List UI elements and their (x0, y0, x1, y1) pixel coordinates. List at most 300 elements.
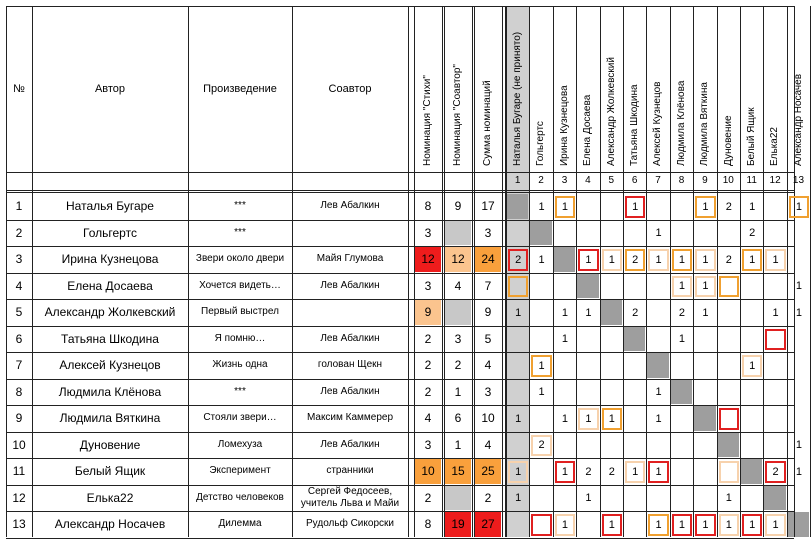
vote-cell (625, 435, 645, 457)
vote-cell (625, 276, 645, 298)
vote-cell: 1 (765, 249, 785, 271)
vote-cell (765, 196, 785, 218)
vote-cell (672, 488, 692, 510)
header-nom-poems: Номинация "Стихи" (422, 75, 433, 166)
header-author: Автор (94, 83, 126, 95)
row-coauthor: Лев Абалкин (320, 438, 380, 450)
vote-cell (648, 435, 668, 457)
header-coauthor: Соавтор (328, 83, 372, 95)
vote-cell (602, 329, 622, 351)
vote-cell: 1 (578, 249, 598, 271)
judge-number: 3 (561, 175, 568, 186)
vote-cell: 1 (515, 306, 522, 319)
row-nom-sum: 9 (484, 305, 492, 320)
row-nom-poems: 4 (424, 411, 432, 426)
row-nom-sum: 24 (481, 252, 495, 267)
vote-cell (789, 408, 809, 430)
vote-cell: 1 (648, 249, 668, 271)
vote-cell (531, 223, 551, 245)
header-work: Произведение (203, 83, 277, 95)
vote-cell: 1 (655, 412, 662, 425)
header-judge: Наталья Бугаре (не принято) (512, 31, 523, 166)
vote-cell: 1 (795, 306, 803, 319)
vote-cell (602, 488, 622, 510)
vote-cell (648, 329, 668, 351)
vote-cell (765, 382, 785, 404)
row-nom-coauthor: 1 (454, 384, 462, 399)
grid-line (6, 538, 794, 539)
vote-cell (789, 488, 809, 510)
vote-cell: 1 (648, 461, 668, 483)
vote-cell: 1 (578, 408, 598, 430)
vote-cell (625, 329, 645, 351)
row-author: Ирина Кузнецова (61, 252, 159, 267)
vote-cell: 1 (765, 514, 785, 536)
vote-cell (789, 514, 809, 536)
row-coauthor: Лев Абалкин (320, 332, 380, 344)
row-author: Белый Ящик (74, 464, 146, 479)
vote-cell (719, 355, 739, 377)
vote-cell (719, 435, 739, 457)
row-author: Людмила Клёнова (58, 384, 162, 399)
judge-number: 1 (514, 175, 521, 186)
grid-line (787, 6, 788, 537)
vote-cell (625, 355, 645, 377)
vote-cell (789, 355, 809, 377)
header-judge: Татьяна Шкодина (629, 84, 640, 166)
row-work: Я помню… (214, 332, 266, 344)
vote-cell (695, 435, 715, 457)
vote-cell: 1 (561, 412, 569, 425)
vote-cell (602, 302, 622, 324)
vote-cell (508, 223, 528, 245)
vote-cell (695, 223, 715, 245)
vote-cell: 2 (632, 306, 639, 319)
row-work: Ломехуза (217, 438, 263, 450)
vote-cell (719, 382, 739, 404)
vote-cell (719, 329, 739, 351)
vote-cell (578, 435, 598, 457)
grid-line (740, 6, 741, 537)
grid-line (600, 6, 601, 537)
vote-cell (672, 355, 692, 377)
vote-cell: 1 (538, 200, 545, 213)
vote-cell: 2 (725, 253, 732, 266)
row-nom-sum: 2 (484, 490, 492, 505)
vote-cell: 1 (725, 492, 732, 505)
row-work: Хочется видеть… (199, 279, 281, 291)
header-judge: Людмила Вяткина (699, 82, 711, 166)
vote-cell: 1 (702, 306, 709, 319)
judge-number: 10 (722, 175, 734, 186)
vote-cell (719, 302, 739, 324)
vote-cell (578, 355, 598, 377)
vote-cell: 1 (585, 492, 592, 505)
vote-cell (578, 514, 598, 536)
row-work: *** (234, 385, 246, 397)
vote-cell: 2 (508, 249, 528, 271)
vote-cell (625, 382, 645, 404)
vote-cell: 1 (625, 461, 645, 483)
vote-cell (508, 514, 528, 536)
judge-number: 9 (702, 175, 708, 186)
vote-cell (625, 408, 645, 430)
row-author: Наталья Бугаре (66, 199, 154, 214)
vote-cell (555, 223, 575, 245)
vote-cell (765, 355, 785, 377)
row-author: Татьяна Шкодина (61, 331, 159, 346)
vote-cell: 1 (555, 196, 575, 218)
grid-line (408, 6, 409, 537)
vote-cell (742, 302, 762, 324)
vote-cell: 1 (795, 280, 803, 293)
row-number: 1 (15, 199, 23, 214)
vote-cell (531, 302, 551, 324)
vote-cell (555, 435, 575, 457)
judge-number: 5 (608, 175, 615, 186)
row-nom-poems: 10 (421, 464, 435, 479)
row-coauthor: Рудольф Сикорски (306, 518, 394, 530)
header-judge: Алексей Кузнецов (652, 81, 664, 166)
row-author: Дуновение (79, 437, 141, 452)
grid-line (502, 6, 503, 537)
vote-cell (555, 488, 575, 510)
grid-line (442, 6, 443, 537)
vote-cell (648, 276, 668, 298)
row-work: Стояли звери… (203, 412, 277, 424)
vote-cell (742, 461, 762, 483)
vote-cell (742, 488, 762, 510)
vote-cell: 2 (531, 435, 551, 457)
vote-cell (508, 435, 528, 457)
vote-cell (602, 435, 622, 457)
vote-cell (602, 276, 622, 298)
vote-cell (742, 329, 762, 351)
vote-cell (578, 223, 598, 245)
vote-cell (531, 276, 551, 298)
row-number: 13 (12, 517, 26, 532)
row-number: 11 (12, 464, 26, 479)
vote-cell: 2 (765, 461, 785, 483)
vote-cell (742, 435, 762, 457)
row-nom-coauthor: 3 (454, 331, 462, 346)
vote-cell (602, 223, 622, 245)
row-nom-sum: 5 (484, 331, 492, 346)
vote-cell: 1 (695, 249, 715, 271)
vote-cell (508, 355, 528, 377)
vote-cell (508, 196, 528, 218)
row-nom-coauthor: 19 (451, 517, 465, 532)
row-nom-sum: 7 (484, 278, 492, 293)
judge-number: 7 (655, 175, 661, 186)
vote-cell (789, 249, 809, 271)
vote-cell: 1 (561, 333, 569, 346)
row-nom-poems: 8 (424, 199, 432, 214)
vote-cell: 1 (561, 306, 569, 319)
vote-cell (672, 223, 692, 245)
row-number: 3 (15, 252, 23, 267)
row-author: Людмила Вяткина (59, 411, 161, 426)
row-work: Дилемма (218, 518, 262, 530)
row-author: Алексей Кузнецов (59, 358, 161, 373)
row-nom-sum: 3 (484, 225, 492, 240)
vote-cell: 2 (678, 306, 686, 319)
vote-cell: 1 (515, 412, 522, 425)
row-nom-sum: 17 (481, 199, 495, 214)
row-work: *** (234, 226, 246, 238)
row-nom-coauthor: 4 (454, 278, 462, 293)
header-judge: Белый Ящик (746, 107, 757, 166)
row-coauthor (292, 299, 408, 326)
judge-number: 4 (585, 175, 591, 186)
vote-cell: 1 (678, 333, 686, 346)
row-nom-coauthor (444, 485, 472, 512)
grid-line (623, 6, 624, 537)
vote-cell: 1 (555, 514, 575, 536)
vote-cell: 1 (531, 355, 551, 377)
row-coauthor: Лев Абалкин (320, 200, 380, 212)
row-work: Жизнь одна (212, 359, 268, 371)
header-judge: Гольгертс (535, 121, 547, 166)
vote-cell (531, 461, 551, 483)
vote-cell: 2 (625, 249, 645, 271)
vote-cell: 1 (795, 439, 803, 452)
row-number: 9 (15, 411, 23, 426)
vote-cell (719, 408, 739, 430)
vote-cell (672, 408, 692, 430)
header-num: № (13, 83, 25, 95)
vote-cell (742, 276, 762, 298)
vote-cell (765, 408, 785, 430)
row-number: 8 (15, 384, 23, 399)
row-number: 2 (15, 225, 23, 240)
vote-cell (742, 382, 762, 404)
vote-cell: 2 (585, 465, 592, 478)
grid-line (693, 6, 694, 537)
vote-cell (625, 488, 645, 510)
vote-cell: 1 (695, 276, 715, 298)
row-nom-poems: 2 (424, 358, 432, 373)
vote-cell (695, 355, 715, 377)
row-nom-poems: 2 (424, 384, 432, 399)
header-nom-coauthor: Номинация "Соавтор" (452, 64, 463, 166)
grid-line (646, 6, 647, 537)
row-work: *** (234, 200, 246, 212)
vote-cell (508, 382, 528, 404)
row-number: 5 (15, 305, 23, 320)
row-nom-coauthor: 15 (451, 464, 465, 479)
vote-cell: 1 (515, 492, 522, 505)
row-number: 12 (12, 490, 26, 505)
judge-number: 13 (792, 175, 805, 186)
vote-cell (742, 408, 762, 430)
vote-cell (672, 196, 692, 218)
grid-line (553, 6, 554, 537)
row-nom-coauthor: 6 (454, 411, 462, 426)
vote-cell (719, 461, 739, 483)
row-number: 10 (12, 437, 26, 452)
vote-cell: 1 (719, 514, 739, 536)
row-nom-coauthor: 2 (454, 358, 462, 373)
row-nom-poems: 12 (421, 252, 435, 267)
row-author: Елька22 (86, 490, 134, 505)
vote-cell (695, 382, 715, 404)
vote-cell (555, 382, 575, 404)
row-coauthor: Максим Каммерер (306, 412, 394, 424)
row-work: Эксперимент (209, 465, 271, 477)
grid-line (472, 6, 473, 537)
vote-cell (625, 514, 645, 536)
vote-cell (765, 435, 785, 457)
vote-cell (555, 355, 575, 377)
vote-cell (578, 196, 598, 218)
header-judge: Александр Носачев (792, 73, 804, 166)
judge-number: 11 (746, 175, 757, 186)
vote-cell (672, 461, 692, 483)
vote-cell (508, 329, 528, 351)
row-nom-coauthor: 1 (454, 437, 462, 452)
vote-cell (602, 382, 622, 404)
vote-cell (695, 461, 715, 483)
vote-cell (719, 223, 739, 245)
row-nom-poems: 9 (424, 305, 432, 320)
vote-cell: 1 (672, 276, 692, 298)
row-nom-sum: 25 (481, 464, 495, 479)
row-nom-poems: 3 (424, 278, 432, 293)
vote-cell: 1 (789, 196, 809, 218)
vote-cell (578, 276, 598, 298)
row-nom-sum: 4 (484, 437, 492, 452)
vote-cell: 1 (625, 196, 645, 218)
row-author: Гольгертс (83, 225, 137, 240)
vote-cell: 1 (538, 386, 545, 399)
row-author: Александр Носачев (54, 517, 166, 532)
vote-cell: 1 (602, 408, 622, 430)
vote-cell: 2 (725, 200, 732, 213)
vote-cell: 1 (672, 249, 692, 271)
vote-cell: 1 (695, 196, 715, 218)
header-judge: Елена Досаева (582, 94, 594, 166)
vote-cell (789, 382, 809, 404)
header-judge: Александр Жолкевский (605, 57, 617, 166)
row-nom-sum: 27 (481, 517, 495, 532)
grid-line (717, 6, 718, 537)
row-coauthor: странники (326, 465, 374, 477)
vote-cell (719, 276, 739, 298)
vote-cell: 1 (772, 306, 779, 319)
vote-cell (555, 249, 575, 271)
vote-cell: 2 (749, 227, 756, 240)
vote-cell (765, 488, 785, 510)
grid-line (529, 6, 530, 537)
row-number: 6 (15, 331, 23, 346)
vote-cell: 1 (742, 249, 762, 271)
vote-cell (648, 488, 668, 510)
row-coauthor: голован Щекн (317, 359, 383, 371)
row-author: Александр Жолкевский (44, 305, 176, 320)
vote-cell (578, 329, 598, 351)
vote-cell (648, 355, 668, 377)
row-nom-poems: 3 (424, 225, 432, 240)
row-coauthor: Сергей Федосеев, учитель Льва и Майи (300, 485, 400, 509)
row-nom-sum: 10 (481, 411, 495, 426)
vote-cell (531, 408, 551, 430)
vote-cell (695, 408, 715, 430)
vote-cell: 1 (508, 461, 528, 483)
row-work: Детство человеков (196, 491, 284, 503)
vote-cell (672, 435, 692, 457)
vote-cell: 1 (742, 514, 762, 536)
header-judge: Дуновение (722, 115, 734, 166)
grid-line (576, 6, 577, 537)
row-number: 4 (15, 278, 23, 293)
vote-cell (648, 196, 668, 218)
vote-cell (765, 329, 785, 351)
row-nom-sum: 4 (484, 358, 492, 373)
judge-number: 2 (538, 175, 544, 186)
row-nom-coauthor: 9 (454, 199, 462, 214)
row-nom-poems: 3 (424, 437, 432, 452)
row-nom-coauthor: 12 (451, 252, 465, 267)
vote-cell: 1 (695, 514, 715, 536)
vote-cell: 1 (655, 386, 662, 399)
vote-cell (531, 329, 551, 351)
vote-cell: 1 (655, 227, 662, 240)
row-nom-poems: 2 (424, 331, 432, 346)
vote-cell (648, 302, 668, 324)
header-judge: Людмила Клёнова (675, 80, 687, 166)
row-nom-coauthor (444, 299, 472, 326)
vote-cell: 1 (795, 465, 803, 478)
grid-line (506, 6, 507, 537)
grid-line (6, 190, 794, 191)
vote-cell (765, 276, 785, 298)
vote-cell: 2 (608, 465, 615, 478)
header-judge: Елька22 (769, 127, 781, 166)
vote-cell (531, 514, 551, 536)
vote-cell (625, 223, 645, 245)
grid-line (763, 6, 764, 537)
vote-cell: 1 (672, 514, 692, 536)
vote-cell (508, 276, 528, 298)
vote-cell (672, 382, 692, 404)
vote-cell (555, 276, 575, 298)
vote-cell: 1 (749, 200, 756, 213)
vote-cell: 1 (585, 306, 592, 319)
vote-cell: 1 (602, 249, 622, 271)
vote-cell (789, 223, 809, 245)
vote-cell (602, 355, 622, 377)
vote-cell: 1 (538, 253, 545, 266)
row-author: Елена Досаева (67, 278, 153, 293)
row-nom-sum: 3 (484, 384, 492, 399)
row-number: 7 (15, 358, 23, 373)
vote-cell (789, 329, 809, 351)
row-work: Звери около двери (195, 253, 285, 265)
vote-cell (602, 196, 622, 218)
vote-cell (578, 382, 598, 404)
vote-cell (531, 488, 551, 510)
row-coauthor: Майя Глумова (316, 253, 384, 265)
row-coauthor: Лев Абалкин (320, 279, 380, 291)
row-nom-coauthor (444, 220, 472, 247)
vote-cell: 1 (555, 461, 575, 483)
judge-number: 8 (678, 175, 685, 186)
header-judge: Ирина Кузнецова (558, 85, 570, 166)
row-coauthor: Лев Абалкин (320, 385, 380, 397)
vote-cell: 1 (742, 355, 762, 377)
vote-cell (695, 488, 715, 510)
